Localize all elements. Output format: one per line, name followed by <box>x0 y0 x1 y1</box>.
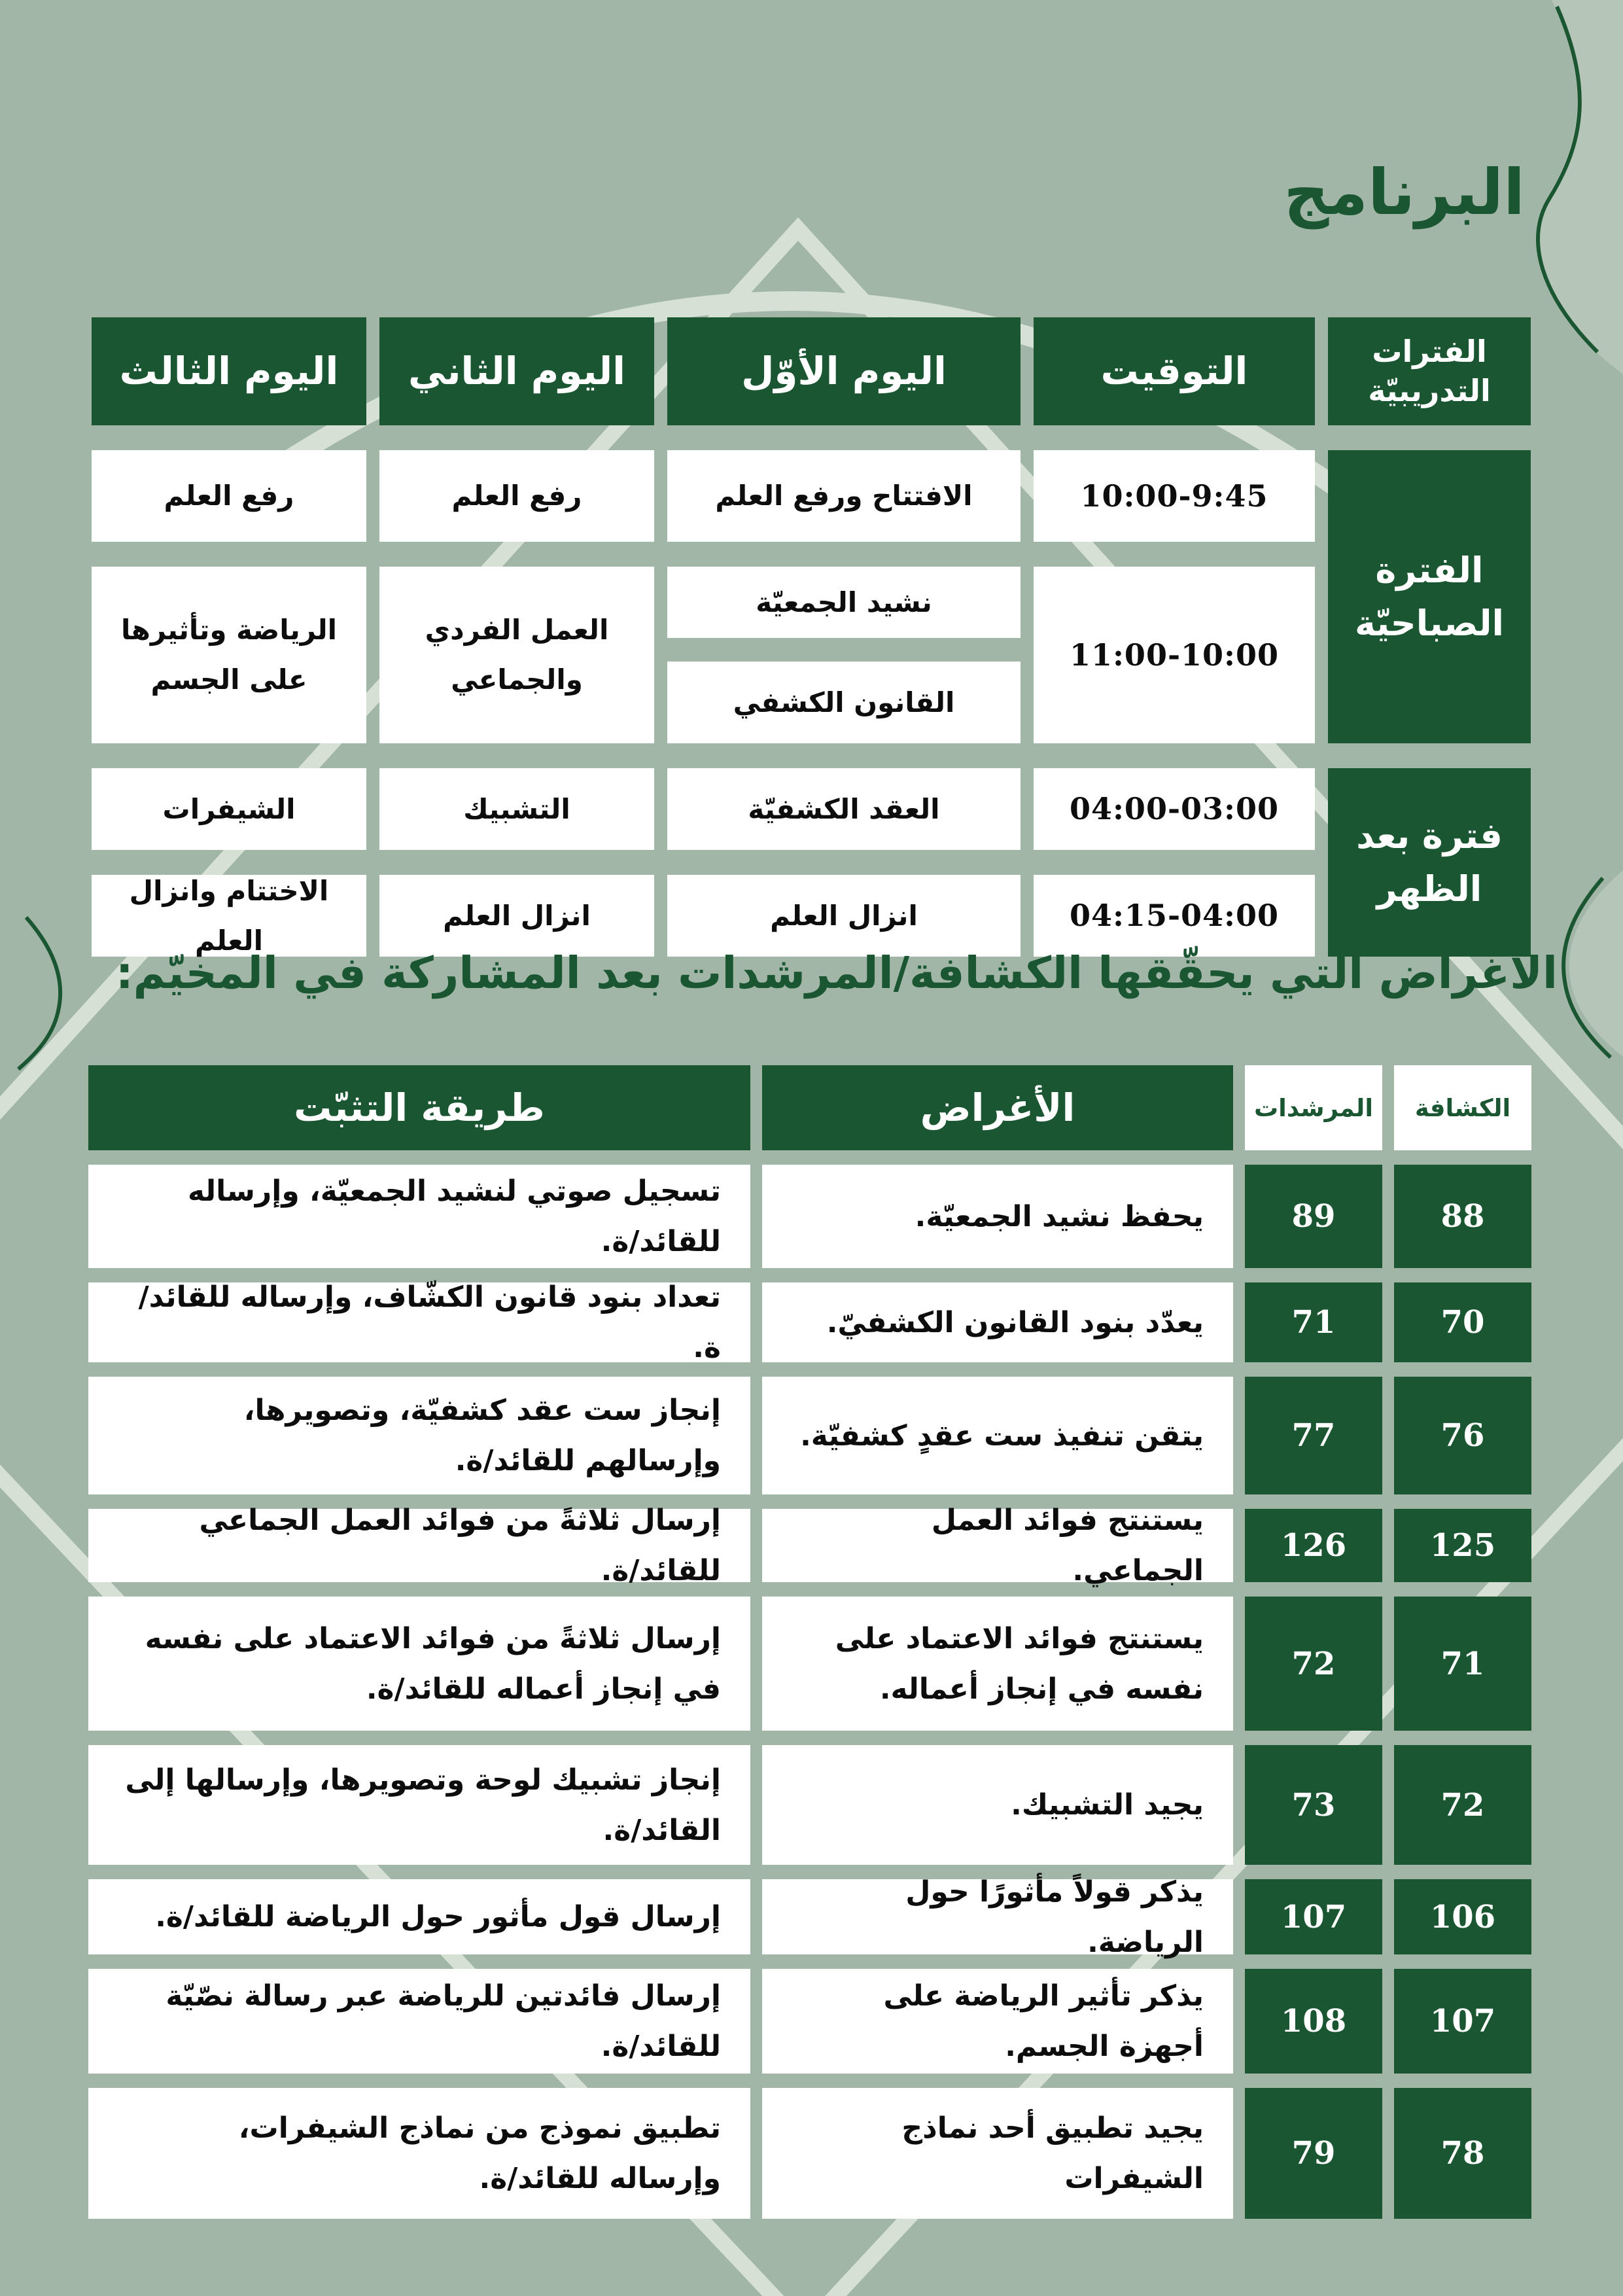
guides-count: 71 <box>1245 1282 1382 1362</box>
verification-cell: إرسال قول مأثور حول الرياضة للقائد/ة. <box>88 1879 750 1954</box>
guides-count: 77 <box>1245 1377 1382 1494</box>
time-cell: 04:15-04:00 <box>1034 875 1315 957</box>
page-title: البرنامج <box>1283 156 1525 229</box>
guides-count: 79 <box>1245 2088 1382 2219</box>
scouts-count: 125 <box>1394 1509 1531 1582</box>
verification-cell: تعداد بنود قانون الكشّاف، وإرساله للقائد/ة. <box>88 1282 750 1362</box>
scouts-count: 72 <box>1394 1745 1531 1865</box>
col-header-training-periods: الفترات التدريبيّة <box>1328 317 1531 425</box>
time-cell: 11:00-10:00 <box>1034 567 1315 743</box>
scouts-count: 76 <box>1394 1377 1531 1494</box>
guides-count: 107 <box>1245 1879 1382 1954</box>
col-header-scouts: الكشافة <box>1394 1065 1531 1150</box>
col-header-verification: طريقة التثبّت <box>88 1065 750 1150</box>
goal-cell: يستنتج فوائد الاعتماد على نفسه في إنجاز أعماله. <box>762 1597 1233 1731</box>
guides-count: 126 <box>1245 1509 1382 1582</box>
goal-cell: يجيد التشبيك. <box>762 1745 1233 1865</box>
corner-shape-top-right <box>1536 0 1623 374</box>
corner-shape-title2-right <box>1569 870 1623 1057</box>
goal-cell: يذكر قولاً مأثورًا حول الرياضة. <box>762 1879 1233 1954</box>
col-header-timing: التوقيت <box>1034 317 1315 425</box>
activity-cell-day3: الشيفرات <box>92 768 366 850</box>
verification-cell: إرسال ثلاثةً من فوائد العمل الجماعي للقائد/ة. <box>88 1509 750 1582</box>
goal-cell: يستنتج فوائد العمل الجماعي. <box>762 1509 1233 1582</box>
col-header-day1: اليوم الأوّل <box>667 317 1021 425</box>
col-header-day3: اليوم الثالث <box>92 317 366 425</box>
period-morning-cell: الفترة الصباحيّة <box>1328 450 1531 743</box>
activity-cell-day3: رفع العلم <box>92 450 366 542</box>
scouts-count: 88 <box>1394 1165 1531 1268</box>
goal-cell: يذكر تأثير الرياضة على أجهزة الجسم. <box>762 1969 1233 2074</box>
activity-cell-day1-top: نشيد الجمعيّة <box>667 567 1021 638</box>
guides-count: 73 <box>1245 1745 1382 1865</box>
verification-cell: تسجيل صوتي لنشيد الجمعيّة، وإرساله للقائد/ة. <box>88 1165 750 1268</box>
scouts-count: 78 <box>1394 2088 1531 2219</box>
activity-cell-day1-bottom: القانون الكشفي <box>667 662 1021 743</box>
activity-cell-day2: العمل الفردي والجماعي <box>379 567 654 743</box>
time-cell: 10:00-9:45 <box>1034 450 1315 542</box>
col-header-guides: المرشدات <box>1245 1065 1382 1150</box>
goal-cell: يعدّد بنود القانون الكشفيّ. <box>762 1282 1233 1362</box>
activity-cell-day3: الاختتام وانزال العلم <box>92 875 366 957</box>
scouts-count: 70 <box>1394 1282 1531 1362</box>
guides-count: 72 <box>1245 1597 1382 1731</box>
schedule-table <box>92 317 1531 957</box>
guides-count: 89 <box>1245 1165 1382 1268</box>
scouts-count: 106 <box>1394 1879 1531 1954</box>
goals-table <box>88 1065 1531 2219</box>
activity-cell-day3: الرياضة وتأثيرها على الجسم <box>92 567 366 743</box>
scouts-count: 107 <box>1394 1969 1531 2074</box>
activity-cell-day1: العقد الكشفيّة <box>667 768 1021 850</box>
verification-cell: إرسال ثلاثةً من فوائد الاعتماد على نفسه في إنجاز أعماله للقائد/ة. <box>88 1597 750 1731</box>
period-afternoon-cell: فترة بعد الظهر <box>1328 768 1531 957</box>
time-cell: 04:00-03:00 <box>1034 768 1315 850</box>
goal-cell: يتقن تنفيذ ست عقدٍ كشفيّة. <box>762 1377 1233 1494</box>
goal-cell: يجيد تطبيق أحد نماذج الشيفرات <box>762 2088 1233 2219</box>
guides-count: 108 <box>1245 1969 1382 2074</box>
col-header-day2: اليوم الثاني <box>379 317 654 425</box>
verification-cell: تطبيق نموذج من نماذج الشيفرات، وإرساله للقائد/ة. <box>88 2088 750 2219</box>
verification-cell: إرسال فائدتين للرياضة عبر رسالة نصّيّة للقائد/ة. <box>88 1969 750 2074</box>
activity-cell-day1: انزال العلم <box>667 875 1021 957</box>
activity-cell-day2: التشبيك <box>379 768 654 850</box>
verification-cell: إنجاز تشبيك لوحة وتصويرها، وإرسالها إلى القائد/ة. <box>88 1745 750 1865</box>
col-header-goals: الأغراض <box>762 1065 1233 1150</box>
activity-cell-day1: الافتتاح ورفع العلم <box>667 450 1021 542</box>
activity-split-cell-day1 <box>667 567 1021 743</box>
verification-cell: إنجاز ست عقد كشفيّة، وتصويرها، وإرسالهم للقائد/ة. <box>88 1377 750 1494</box>
section2-title: الأغراض التي يحقّقها الكشافة/المرشدات بعد المشاركة في المخيّم: <box>115 947 1558 998</box>
activity-cell-day2: رفع العلم <box>379 450 654 542</box>
goal-cell: يحفظ نشيد الجمعيّة. <box>762 1165 1233 1268</box>
activity-cell-day2: انزال العلم <box>379 875 654 957</box>
scouts-count: 71 <box>1394 1597 1531 1731</box>
